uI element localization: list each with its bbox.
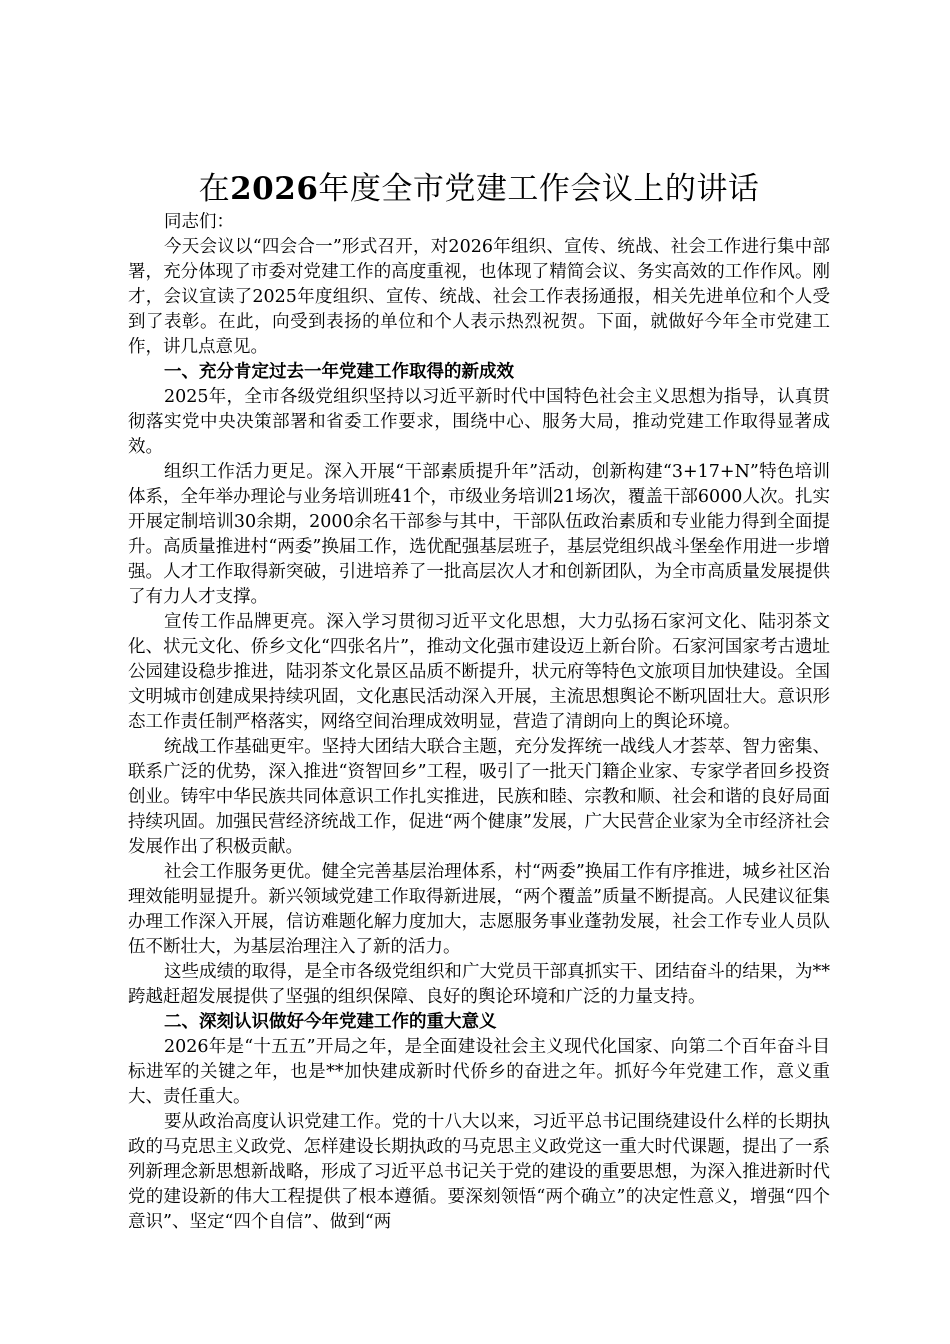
paragraph: 要从政治高度认识党建工作。党的十八大以来，习近平总书记围绕建设什么样的长期执政的马克思主义政党、怎样建设长期执政的马克思主义政党这一重大时代课题，提出了一系列新理念新思想新战略，形成了习近平总书记关于党的建设的重要思想，为深入推进新时代党的建设新的伟大工程提供了根本遵循。要深刻领悟“两个确立”的决定性意义，增强“四个意识”、坚定“四个自信”、做到“两 — [128, 1112, 830, 1232]
section-heading: 一、充分肯定过去一年党建工作取得的新成效 — [164, 362, 514, 382]
paragraph: 这些成绩的取得，是全市各级党组织和广大党员干部真抓实干、团结奋斗的结果，为**跨越赶超发展提供了坚强的组织保障、良好的舆论环境和广泛的力量支持。 — [128, 962, 830, 1007]
document-page — [128, 168, 830, 1235]
paragraph: 宣传工作品牌更亮。深入学习贯彻习近平文化思想，大力弘扬石家河文化、陆羽茶文化、状元文化、侨乡文化“四张名片”，推动文化强市建设迈上新台阶。石家河国家考古遗址公园建设稳步推进，陆羽茶文化景区品质不断提升，状元府等特色文旅项目加快建设。全国文明城市创建成果持续巩固，文化惠民活动深入开展，主流思想舆论不断巩固壮大。意识形态工作责任制严格落实，网络空间治理成效明显，营造了清朗向上的舆论环境。 — [128, 612, 830, 732]
paragraph: 统战工作基础更牢。坚持大团结大联合主题，充分发挥统一战线人才荟萃、智力密集、联系广泛的优势，深入推进“资智回乡”工程，吸引了一批天门籍企业家、专家学者回乡投资创业。铸牢中华民族共同体意识工作扎实推进，民族和睦、宗教和顺、社会和谐的良好局面持续巩固。加强民营经济统战工作，促进“两个健康”发展，广大民营企业家为全市经济社会发展作出了积极贡献。 — [128, 737, 830, 857]
paragraph: 社会工作服务更优。健全完善基层治理体系，村“两委”换届工作有序推进，城乡社区治理效能明显提升。新兴领域党建工作取得新进展，“两个覆盖”质量不断提高。人民建议征集办理工作深入开展，信访难题化解力度加大，志愿服务事业蓬勃发展，社会工作专业人员队伍不断壮大，为基层治理注入了新的活力。 — [128, 862, 830, 957]
paragraph: 组织工作活力更足。深入开展“干部素质提升年”活动，创新构建“3+17+N”特色培训体系，全年举办理论与业务培训班41个，市级业务培训21场次，覆盖干部6000人次。扎实开展定制培训30余期，2000余名干部参与其中，干部队伍政治素质和专业能力得到全面提升。高质量推进村“两委”换届工作，选优配强基层班子，基层党组织战斗堡垒作用进一步增强。人才工作取得新突破，引进培养了一批高层次人才和创新团队，为全市高质量发展提供了有力人才支撑。 — [128, 462, 830, 607]
paragraph: 2025年，全市各级党组织坚持以习近平新时代中国特色社会主义思想为指导，认真贯彻落实党中央决策部署和省委工作要求，围绕中心、服务大局，推动党建工作取得显著成效。 — [128, 387, 830, 457]
title-year: 2026 — [230, 171, 319, 207]
paragraph: 2026年是“十五五”开局之年，是全面建设社会主义现代化国家、向第二个百年奋斗目标进军的关键之年，也是**加快建成新时代侨乡的奋进之年。抓好今年党建工作，意义重大、责任重大。 — [128, 1037, 830, 1107]
paragraph: 今天会议以“四会合一”形式召开，对2026年组织、宣传、统战、社会工作进行集中部署，充分体现了市委对党建工作的高度重视，也体现了精简会议、务实高效的工作作风。刚才，会议宣读了2025年度组织、宣传、统战、社会工作表扬通报，相关先进单位和个人受到了表彰。在此，向受到表扬的单位和个人表示热烈祝贺。下面，就做好今年全市党建工作，讲几点意见。 — [128, 237, 830, 357]
document-title — [128, 168, 830, 210]
salutation: 同志们： — [164, 212, 234, 232]
document-body — [128, 235, 830, 1235]
title-prefix: 在 — [198, 171, 231, 207]
section-heading: 二、深刻认识做好今年党建工作的重大意义 — [164, 1012, 497, 1032]
title-suffix: 年度全市党建工作会议上的讲话 — [318, 171, 760, 207]
